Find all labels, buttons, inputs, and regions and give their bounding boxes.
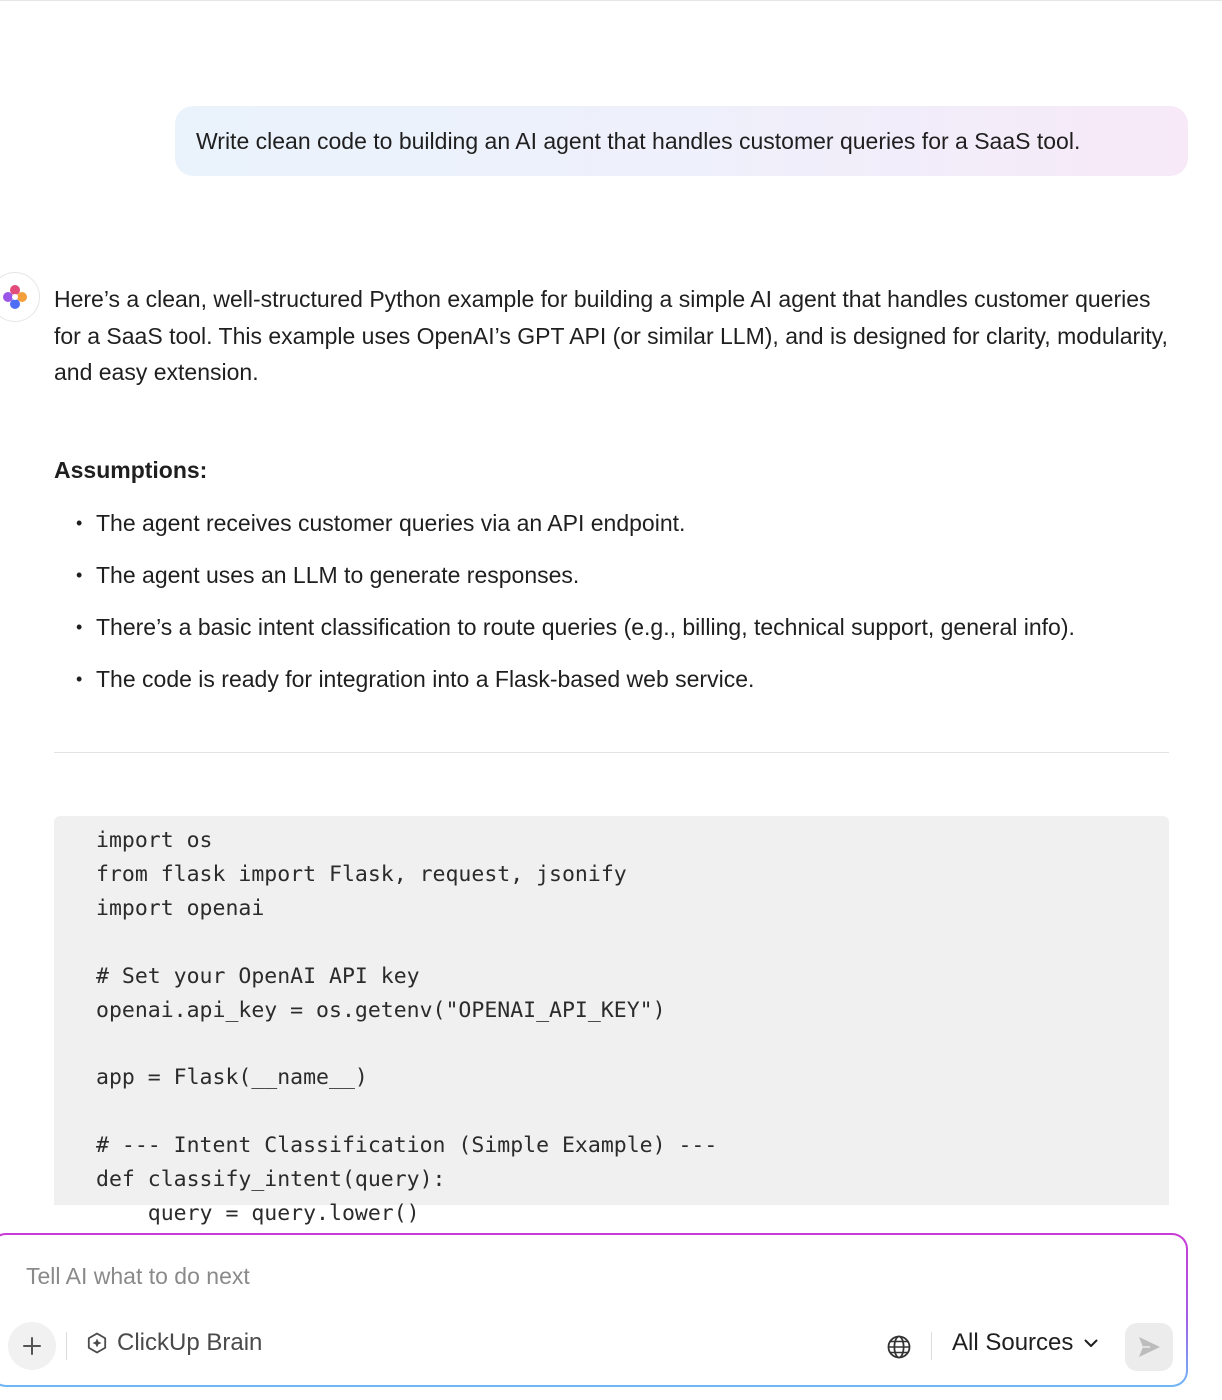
brain-label: ClickUp Brain [117, 1329, 263, 1356]
assumption-item: • The agent uses an LLM to generate responses. [54, 557, 1164, 594]
brain-selector-button[interactable] [85, 1329, 262, 1357]
composer-body [0, 1235, 1186, 1385]
user-message-bubble [175, 106, 1188, 176]
section-divider [54, 752, 1169, 753]
globe-icon [885, 1333, 913, 1361]
assumption-item: • There’s a basic intent classification to route queries (e.g., billing, technical support, general info). [54, 609, 1164, 646]
code-block[interactable] [54, 816, 1169, 1226]
top-divider [0, 0, 1222, 1]
brain-icon [85, 1331, 109, 1355]
assumptions-list [54, 505, 1164, 713]
toolbar-separator [931, 1332, 932, 1360]
assumption-item: • The code is ready for integration into a Flask-based web service. [54, 661, 1164, 698]
ai-avatar [0, 272, 40, 322]
sources-dropdown[interactable] [952, 1329, 1099, 1357]
prompt-input[interactable]: Tell AI what to do next [26, 1263, 250, 1289]
chevron-down-icon [1083, 1335, 1099, 1351]
clickup-brain-logo-icon [2, 284, 28, 310]
send-icon [1136, 1334, 1162, 1360]
assumptions-heading: Assumptions: [54, 457, 208, 483]
code-content[interactable]: import os from flask import Flask, request, jsonify import openai # Set your OpenAI API key openai.api_key = os.getenv("OPENAI_API_KEY") app = Flask(__name__) # --- Intent Classification (Simple Example) --- def classify_intent(query): query = query.lower() [96, 828, 718, 1226]
sources-label: All Sources [952, 1329, 1074, 1356]
user-message-text: Write clean code to building an AI agent that handles customer queries for a SaaS tool. [196, 127, 1081, 154]
web-search-button[interactable] [885, 1333, 913, 1361]
toolbar-separator [66, 1332, 67, 1360]
chat-composer [0, 1233, 1188, 1387]
assumption-item: • The agent receives customer queries via an API endpoint. [54, 505, 1164, 542]
plus-icon [22, 1336, 42, 1356]
send-button[interactable] [1125, 1323, 1173, 1371]
ai-response-intro: Here’s a clean, well-structured Python example for building a simple AI agent that handles customer queries for a SaaS tool. This example uses OpenAI’s GPT API (or similar LLM), and is designed for clarity, modularity, and easy extension. [54, 286, 1168, 385]
add-attachment-button[interactable] [8, 1322, 56, 1370]
